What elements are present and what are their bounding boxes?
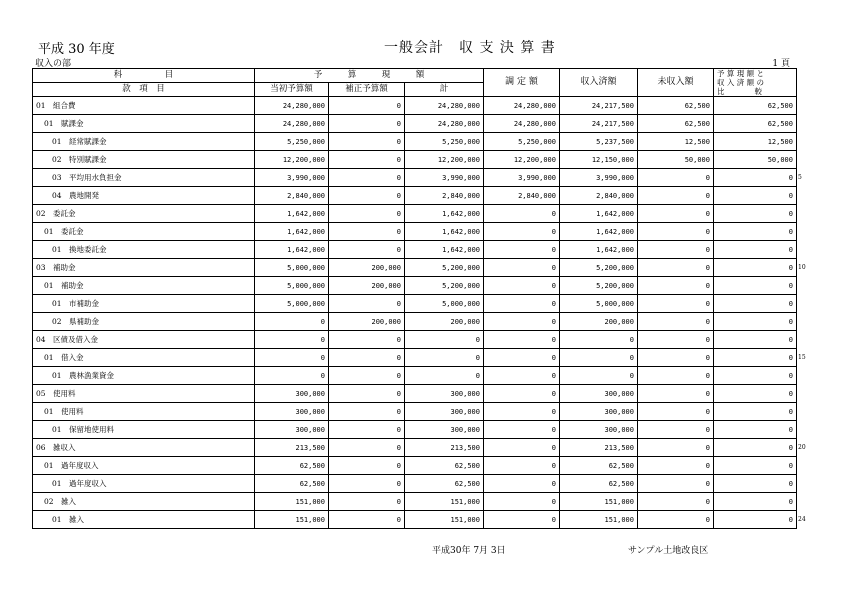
table-row xyxy=(33,511,797,529)
account-code: 04 xyxy=(52,191,62,200)
account-name xyxy=(33,511,255,529)
cell-unreceived: 0 xyxy=(638,511,714,529)
cell-supplement: 0 xyxy=(329,97,405,115)
cell-total: 5,200,000 xyxy=(405,277,484,295)
header-received: 収入済額 xyxy=(560,69,638,97)
row-count-marker: 20 xyxy=(798,443,806,451)
cell-supplement: 0 xyxy=(329,475,405,493)
cell-adjusted: 0 xyxy=(484,439,560,457)
account-code: 02 xyxy=(52,317,62,326)
account-label: 組合費 xyxy=(53,101,76,110)
cell-unreceived: 0 xyxy=(638,331,714,349)
cell-compare: 0 xyxy=(714,439,797,457)
cell-total: 1,642,000 xyxy=(405,241,484,259)
cell-initial: 300,000 xyxy=(255,385,329,403)
cell-initial: 300,000 xyxy=(255,421,329,439)
cell-compare: 0 xyxy=(714,241,797,259)
account-name xyxy=(33,205,255,223)
cell-initial: 5,250,000 xyxy=(255,133,329,151)
cell-adjusted: 0 xyxy=(484,277,560,295)
cell-adjusted: 0 xyxy=(484,493,560,511)
cell-received: 0 xyxy=(560,349,638,367)
account-label: 過年度収入 xyxy=(61,461,99,470)
account-code: 03 xyxy=(52,173,62,182)
table-row xyxy=(33,295,797,313)
cell-initial: 2,840,000 xyxy=(255,187,329,205)
cell-compare: 12,500 xyxy=(714,133,797,151)
cell-supplement: 0 xyxy=(329,169,405,187)
cell-unreceived: 0 xyxy=(638,295,714,313)
cell-compare: 0 xyxy=(714,403,797,421)
account-code: 03 xyxy=(36,263,46,272)
cell-supplement: 0 xyxy=(329,241,405,259)
cell-supplement: 0 xyxy=(329,403,405,421)
account-label: 使用料 xyxy=(53,389,76,398)
cell-compare: 0 xyxy=(714,277,797,295)
account-name xyxy=(33,475,255,493)
cell-initial: 5,000,000 xyxy=(255,295,329,313)
cell-initial: 62,500 xyxy=(255,457,329,475)
cell-adjusted: 0 xyxy=(484,475,560,493)
account-name xyxy=(33,457,255,475)
cell-unreceived: 0 xyxy=(638,187,714,205)
cell-unreceived: 0 xyxy=(638,385,714,403)
cell-adjusted: 0 xyxy=(484,457,560,475)
cell-total: 5,000,000 xyxy=(405,295,484,313)
cell-supplement: 0 xyxy=(329,367,405,385)
cell-adjusted: 0 xyxy=(484,349,560,367)
cell-adjusted: 0 xyxy=(484,313,560,331)
table-row xyxy=(33,187,797,205)
table-row xyxy=(33,223,797,241)
table-row xyxy=(33,151,797,169)
table-row xyxy=(33,277,797,295)
header-compare-line2: 収 入 済 額 の xyxy=(717,78,765,87)
cell-adjusted: 0 xyxy=(484,241,560,259)
cell-supplement: 0 xyxy=(329,439,405,457)
account-label: 委託金 xyxy=(53,209,76,218)
header-unreceived: 未収入額 xyxy=(638,69,714,97)
cell-total: 151,000 xyxy=(405,511,484,529)
account-code: 01 xyxy=(44,353,54,362)
cell-total: 5,200,000 xyxy=(405,259,484,277)
cell-unreceived: 0 xyxy=(638,223,714,241)
cell-total: 0 xyxy=(405,349,484,367)
account-label: 農林漁業資金 xyxy=(69,371,115,380)
table-row xyxy=(33,115,797,133)
cell-unreceived: 62,500 xyxy=(638,97,714,115)
cell-supplement: 0 xyxy=(329,511,405,529)
header-compare xyxy=(714,69,797,97)
cell-unreceived: 0 xyxy=(638,349,714,367)
account-label: 換地委託金 xyxy=(69,245,107,254)
account-code: 01 xyxy=(52,371,62,380)
cell-unreceived: 0 xyxy=(638,493,714,511)
cell-total: 5,250,000 xyxy=(405,133,484,151)
cell-compare: 0 xyxy=(714,493,797,511)
cell-supplement: 200,000 xyxy=(329,277,405,295)
account-name xyxy=(33,241,255,259)
account-code: 06 xyxy=(36,443,46,452)
cell-total: 62,500 xyxy=(405,475,484,493)
cell-adjusted: 0 xyxy=(484,295,560,313)
settlement-rows xyxy=(33,97,797,529)
table-row xyxy=(33,97,797,115)
table-row xyxy=(33,133,797,151)
cell-compare: 0 xyxy=(714,187,797,205)
cell-total: 1,642,000 xyxy=(405,223,484,241)
account-label: 保留地使用料 xyxy=(69,425,115,434)
header-compare-line3: 比 較 xyxy=(717,87,762,96)
cell-unreceived: 12,500 xyxy=(638,133,714,151)
cell-adjusted: 0 xyxy=(484,367,560,385)
cell-adjusted: 0 xyxy=(484,223,560,241)
account-label: 委託金 xyxy=(61,227,84,236)
cell-total: 62,500 xyxy=(405,457,484,475)
cell-initial: 62,500 xyxy=(255,475,329,493)
document-title: 一般会計 収 支 決 算 書 xyxy=(384,40,556,56)
cell-adjusted: 0 xyxy=(484,385,560,403)
account-label: 過年度収入 xyxy=(69,479,107,488)
account-code: 01 xyxy=(52,515,62,524)
cell-received: 24,217,500 xyxy=(560,97,638,115)
cell-compare: 0 xyxy=(714,367,797,385)
cell-received: 62,500 xyxy=(560,475,638,493)
account-name xyxy=(33,313,255,331)
account-code: 01 xyxy=(52,299,62,308)
cell-total: 0 xyxy=(405,367,484,385)
cell-adjusted: 2,840,000 xyxy=(484,187,560,205)
account-label: 経常賦課金 xyxy=(69,137,107,146)
cell-initial: 5,000,000 xyxy=(255,277,329,295)
cell-initial: 213,500 xyxy=(255,439,329,457)
cell-unreceived: 0 xyxy=(638,403,714,421)
cell-compare: 62,500 xyxy=(714,115,797,133)
cell-received: 0 xyxy=(560,367,638,385)
cell-supplement: 0 xyxy=(329,187,405,205)
cell-supplement: 0 xyxy=(329,205,405,223)
cell-supplement: 0 xyxy=(329,295,405,313)
settlement-table xyxy=(32,68,797,529)
account-name xyxy=(33,421,255,439)
header-compare-line1: 予 算 現 額 と xyxy=(717,69,765,78)
account-label: 市補助金 xyxy=(69,299,100,308)
table-row xyxy=(33,403,797,421)
account-code: 01 xyxy=(52,479,62,488)
cell-total: 213,500 xyxy=(405,439,484,457)
cell-total: 200,000 xyxy=(405,313,484,331)
account-code: 01 xyxy=(44,407,54,416)
table-row xyxy=(33,241,797,259)
cell-adjusted: 5,250,000 xyxy=(484,133,560,151)
cell-supplement: 0 xyxy=(329,457,405,475)
cell-unreceived: 0 xyxy=(638,241,714,259)
cell-compare: 62,500 xyxy=(714,97,797,115)
account-code: 01 xyxy=(52,137,62,146)
table-row xyxy=(33,385,797,403)
cell-adjusted: 0 xyxy=(484,331,560,349)
account-name xyxy=(33,97,255,115)
account-label: 借入金 xyxy=(61,353,84,362)
cell-unreceived: 0 xyxy=(638,421,714,439)
cell-initial: 5,000,000 xyxy=(255,259,329,277)
row-count-marker: 15 xyxy=(798,353,806,361)
cell-initial: 12,200,000 xyxy=(255,151,329,169)
account-code: 02 xyxy=(52,155,62,164)
table-row xyxy=(33,421,797,439)
account-name xyxy=(33,385,255,403)
account-code: 01 xyxy=(44,227,54,236)
table-row xyxy=(33,367,797,385)
cell-total: 24,280,000 xyxy=(405,97,484,115)
cell-compare: 0 xyxy=(714,421,797,439)
cell-total: 12,200,000 xyxy=(405,151,484,169)
cell-received: 213,500 xyxy=(560,439,638,457)
cell-total: 151,000 xyxy=(405,493,484,511)
cell-total: 24,280,000 xyxy=(405,115,484,133)
account-label: 雑入 xyxy=(69,515,85,524)
account-name xyxy=(33,133,255,151)
account-label: 区債及借入金 xyxy=(53,335,99,344)
cell-compare: 0 xyxy=(714,457,797,475)
cell-received: 5,000,000 xyxy=(560,295,638,313)
account-name xyxy=(33,439,255,457)
cell-received: 151,000 xyxy=(560,511,638,529)
line-markers xyxy=(798,0,818,595)
cell-adjusted: 0 xyxy=(484,403,560,421)
table-row xyxy=(33,331,797,349)
cell-initial: 1,642,000 xyxy=(255,241,329,259)
account-name xyxy=(33,349,255,367)
cell-unreceived: 0 xyxy=(638,439,714,457)
cell-compare: 0 xyxy=(714,223,797,241)
cell-unreceived: 0 xyxy=(638,457,714,475)
account-name xyxy=(33,277,255,295)
account-code: 01 xyxy=(44,461,54,470)
cell-unreceived: 0 xyxy=(638,313,714,331)
cell-total: 1,642,000 xyxy=(405,205,484,223)
cell-compare: 0 xyxy=(714,385,797,403)
cell-adjusted: 3,990,000 xyxy=(484,169,560,187)
cell-compare: 50,000 xyxy=(714,151,797,169)
account-name xyxy=(33,223,255,241)
cell-supplement: 0 xyxy=(329,133,405,151)
cell-compare: 0 xyxy=(714,205,797,223)
footer-date: 平成30年 7月 3日 xyxy=(432,546,506,556)
cell-compare: 0 xyxy=(714,169,797,187)
cell-received: 12,150,000 xyxy=(560,151,638,169)
cell-adjusted: 0 xyxy=(484,259,560,277)
table-row xyxy=(33,349,797,367)
account-code: 01 xyxy=(44,119,54,128)
cell-adjusted: 24,280,000 xyxy=(484,97,560,115)
cell-initial: 1,642,000 xyxy=(255,205,329,223)
cell-received: 5,200,000 xyxy=(560,277,638,295)
section-label: 収入の部 xyxy=(35,59,72,69)
cell-supplement: 200,000 xyxy=(329,313,405,331)
cell-total: 3,990,000 xyxy=(405,169,484,187)
account-label: 特別賦課金 xyxy=(69,155,107,164)
cell-received: 200,000 xyxy=(560,313,638,331)
cell-adjusted: 12,200,000 xyxy=(484,151,560,169)
account-code: 02 xyxy=(44,497,54,506)
account-label: 賦課金 xyxy=(61,119,84,128)
cell-received: 5,200,000 xyxy=(560,259,638,277)
cell-initial: 0 xyxy=(255,349,329,367)
cell-initial: 0 xyxy=(255,331,329,349)
account-name xyxy=(33,331,255,349)
account-name xyxy=(33,259,255,277)
cell-initial: 151,000 xyxy=(255,511,329,529)
account-label: 県補助金 xyxy=(69,317,100,326)
account-name xyxy=(33,187,255,205)
cell-received: 1,642,000 xyxy=(560,223,638,241)
cell-supplement: 0 xyxy=(329,115,405,133)
cell-compare: 0 xyxy=(714,511,797,529)
cell-initial: 151,000 xyxy=(255,493,329,511)
cell-initial: 1,642,000 xyxy=(255,223,329,241)
cell-received: 0 xyxy=(560,331,638,349)
account-name xyxy=(33,493,255,511)
table-row xyxy=(33,259,797,277)
cell-supplement: 0 xyxy=(329,223,405,241)
account-name xyxy=(33,367,255,385)
header-budget: 予 算 現 額 xyxy=(255,69,484,83)
table-row xyxy=(33,439,797,457)
cell-supplement: 200,000 xyxy=(329,259,405,277)
cell-received: 24,217,500 xyxy=(560,115,638,133)
cell-initial: 300,000 xyxy=(255,403,329,421)
cell-initial: 24,280,000 xyxy=(255,115,329,133)
cell-total: 300,000 xyxy=(405,403,484,421)
table-row xyxy=(33,313,797,331)
cell-unreceived: 0 xyxy=(638,367,714,385)
header-total: 計 xyxy=(405,83,484,97)
account-name xyxy=(33,151,255,169)
cell-adjusted: 0 xyxy=(484,421,560,439)
account-label: 農地開発 xyxy=(69,191,100,200)
cell-received: 151,000 xyxy=(560,493,638,511)
row-count-marker: 5 xyxy=(798,173,802,181)
cell-unreceived: 0 xyxy=(638,169,714,187)
cell-received: 5,237,500 xyxy=(560,133,638,151)
account-name xyxy=(33,295,255,313)
footer-organization: サンプル土地改良区 xyxy=(628,546,709,556)
cell-unreceived: 0 xyxy=(638,205,714,223)
cell-received: 3,990,000 xyxy=(560,169,638,187)
table-row xyxy=(33,493,797,511)
cell-initial: 24,280,000 xyxy=(255,97,329,115)
account-label: 使用料 xyxy=(61,407,84,416)
cell-received: 2,840,000 xyxy=(560,187,638,205)
header-kanmoku: 款 項 目 xyxy=(33,83,255,97)
cell-supplement: 0 xyxy=(329,349,405,367)
cell-received: 300,000 xyxy=(560,403,638,421)
cell-initial: 0 xyxy=(255,313,329,331)
cell-compare: 0 xyxy=(714,259,797,277)
cell-compare: 0 xyxy=(714,475,797,493)
account-code: 02 xyxy=(36,209,46,218)
account-code: 05 xyxy=(36,389,46,398)
cell-adjusted: 24,280,000 xyxy=(484,115,560,133)
cell-compare: 0 xyxy=(714,313,797,331)
row-count-marker: 10 xyxy=(798,263,806,271)
account-label: 雑収入 xyxy=(53,443,76,452)
account-label: 補助金 xyxy=(61,281,84,290)
cell-supplement: 0 xyxy=(329,385,405,403)
cell-unreceived: 0 xyxy=(638,259,714,277)
table-row xyxy=(33,457,797,475)
header-adjusted: 調 定 額 xyxy=(484,69,560,97)
cell-received: 1,642,000 xyxy=(560,241,638,259)
account-name xyxy=(33,169,255,187)
table-row xyxy=(33,205,797,223)
cell-compare: 0 xyxy=(714,331,797,349)
account-label: 補助金 xyxy=(53,263,76,272)
cell-total: 2,840,000 xyxy=(405,187,484,205)
cell-unreceived: 50,000 xyxy=(638,151,714,169)
account-label: 雑入 xyxy=(61,497,77,506)
cell-received: 1,642,000 xyxy=(560,205,638,223)
cell-adjusted: 0 xyxy=(484,511,560,529)
cell-unreceived: 0 xyxy=(638,475,714,493)
account-code: 01 xyxy=(44,281,54,290)
header-kamoku: 科 目 xyxy=(33,69,255,83)
cell-compare: 0 xyxy=(714,295,797,313)
fiscal-year: 平成 30 年度 xyxy=(38,42,115,57)
table-row xyxy=(33,475,797,493)
cell-total: 300,000 xyxy=(405,385,484,403)
account-name xyxy=(33,115,255,133)
cell-supplement: 0 xyxy=(329,151,405,169)
cell-supplement: 0 xyxy=(329,421,405,439)
cell-compare: 0 xyxy=(714,349,797,367)
account-code: 01 xyxy=(36,101,46,110)
cell-supplement: 0 xyxy=(329,331,405,349)
cell-supplement: 0 xyxy=(329,493,405,511)
cell-received: 300,000 xyxy=(560,421,638,439)
account-code: 01 xyxy=(52,245,62,254)
cell-adjusted: 0 xyxy=(484,205,560,223)
account-label: 平均用水負担金 xyxy=(69,173,122,182)
cell-received: 300,000 xyxy=(560,385,638,403)
cell-unreceived: 0 xyxy=(638,277,714,295)
cell-initial: 3,990,000 xyxy=(255,169,329,187)
header-initial: 当初予算額 xyxy=(255,83,329,97)
cell-total: 0 xyxy=(405,331,484,349)
account-code: 01 xyxy=(52,425,62,434)
header-supplement: 補正予算額 xyxy=(329,83,405,97)
cell-unreceived: 62,500 xyxy=(638,115,714,133)
account-name xyxy=(33,403,255,421)
page-number: 1 頁 xyxy=(772,59,790,69)
cell-received: 62,500 xyxy=(560,457,638,475)
table-row xyxy=(33,169,797,187)
account-code: 04 xyxy=(36,335,46,344)
cell-total: 300,000 xyxy=(405,421,484,439)
row-count-marker: 24 xyxy=(798,515,806,523)
cell-initial: 0 xyxy=(255,367,329,385)
